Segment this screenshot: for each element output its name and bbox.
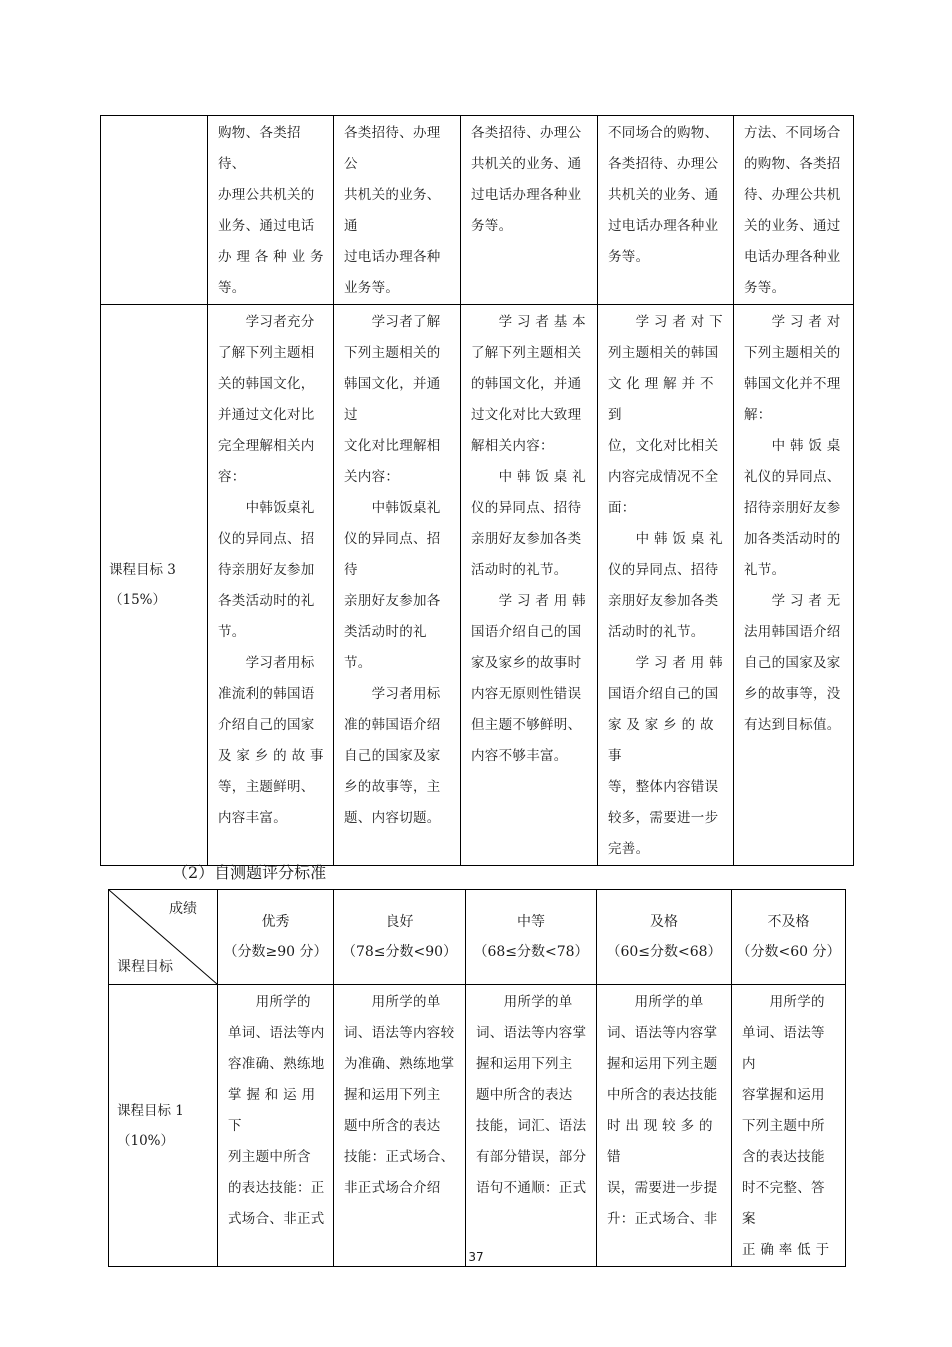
table-row bbox=[101, 116, 854, 305]
cell-text: 学 习 者 基 本 了解下列主题相关 的韩国文化，并通 过文化对比大致理 解相关内容： 中 韩 饭 桌 礼 仪的异同点、招待 亲朋好友参加各类 活动时的礼节。 学 习 者 用 韩 国语介绍自己的国 家及家乡的故事时 内容无原则性错误 但主题不够鲜明、 内容不够丰富。 bbox=[471, 314, 586, 764]
table-row bbox=[101, 305, 854, 866]
cell-text: 学习者充分 了解下列主题相 关的韩国文化， 并通过文化对比 完全理解相关内 容： 中韩饭桌礼 仪的异同点、招 待亲朋好友参加 各类活动时的礼 节。 学习者用标 准流利的韩国语 介绍自己的国家 及 家 乡 的 故 事 等，主题鲜明、 内容丰富。 bbox=[218, 314, 324, 826]
cell-excellent bbox=[208, 116, 334, 305]
cell-text: 用所学的 单词、语法等内 容掌握和运用 下列主题中所 含的表达技能 时不完整、答案 正 确 率 低 于 bbox=[742, 994, 830, 1258]
header-text: 不及格 （分数<60 分） bbox=[736, 914, 841, 960]
cell-text: 学 习 者 对 下列主题相关的 韩国文化并不理 解： 中 韩 饭 桌 礼仪的异同点、 招待亲朋好友参 加各类活动时的 礼节。 学 习 者 无 法用韩国语介绍 自己的国家及家 乡的故事等，没 有达到目标值。 bbox=[744, 314, 841, 733]
row-label-text: 课程目标 1 （10%） bbox=[117, 1102, 184, 1149]
row-label-text: 课程目标 3 （15%） bbox=[109, 562, 176, 608]
page-number: 37 bbox=[468, 1250, 484, 1264]
cell-text: 购物、各类招待、 办理公共机关的 业务、通过电话 办 理 各 种 业 务 等。 bbox=[218, 125, 324, 296]
row-label bbox=[101, 305, 208, 866]
cell-good bbox=[334, 985, 466, 1267]
header-pass bbox=[597, 890, 732, 985]
cell-text: 用所学的单 词、语法等内容掌 握和运用下列主 题中所含的表达 技能，词汇、语法 有部分错误，部分 语句不通顺：正式 bbox=[476, 994, 587, 1196]
row-label bbox=[101, 116, 208, 305]
corner-objective-label: 课程目标 bbox=[117, 959, 173, 975]
cell-text: 各类招待、办理公 共机关的业务、通 过电话办理各种 业务等。 bbox=[344, 125, 441, 296]
corner-header bbox=[109, 890, 218, 985]
header-text: 及格 （60≤分数<68） bbox=[606, 914, 722, 960]
grading-table-continued bbox=[100, 115, 854, 866]
cell-average bbox=[461, 116, 598, 305]
cell-text: 方法、不同场合 的购物、各类招 待、办理公共机 关的业务、通过 电话办理各种业 务等。 bbox=[744, 125, 841, 296]
header-fail bbox=[732, 890, 846, 985]
header-text: 优秀 （分数≥90 分） bbox=[223, 914, 328, 960]
corner-grade-label: 成绩 bbox=[169, 901, 197, 917]
cell-good bbox=[334, 116, 461, 305]
cell-good bbox=[334, 305, 461, 866]
cell-average bbox=[466, 985, 597, 1267]
table-row bbox=[109, 985, 846, 1267]
cell-text: 用所学的单 词、语法等内容掌 握和运用下列主题 中所含的表达技能 时 出 现 较 多 的 错 误，需要进一步提 升：正式场合、非 bbox=[607, 994, 718, 1227]
cell-pass bbox=[598, 305, 734, 866]
cell-text: 用所学的单 词、语法等内容较 为准确、熟练地掌 握和运用下列主 题中所含的表达 技能：正式场合、 非正式场合介绍 bbox=[344, 994, 455, 1196]
cell-pass bbox=[598, 116, 734, 305]
self-test-grading-table bbox=[108, 889, 846, 1267]
cell-fail bbox=[734, 116, 854, 305]
cell-excellent bbox=[218, 985, 334, 1267]
header-excellent bbox=[218, 890, 334, 985]
section-heading: （2）自测题评分标准 bbox=[172, 863, 327, 882]
header-average bbox=[466, 890, 597, 985]
cell-text: 不同场合的购物、 各类招待、办理公 共机关的业务、通 过电话办理各种业 务等。 bbox=[608, 125, 719, 265]
cell-excellent bbox=[208, 305, 334, 866]
header-text: 良好 （78≤分数<90） bbox=[341, 914, 458, 960]
cell-fail bbox=[732, 985, 846, 1267]
cell-average bbox=[461, 305, 598, 866]
cell-text: 学 习 者 对 下 列主题相关的韩国 文 化 理 解 并 不 到 位，文化对比相关 内容完成情况不全 面： 中 韩 饭 桌 礼 仪的异同点、招待 亲朋好友参加各类 活动时的礼节。 学 习 者 用 韩 国语介绍自己的国 家 及 家 乡 的 故 事 等，整体内容错误 较多，需要进一步 完善。 bbox=[608, 314, 723, 857]
table-header-row bbox=[109, 890, 846, 985]
cell-pass bbox=[597, 985, 732, 1267]
cell-text: 各类招待、办理公 共机关的业务、通 过电话办理各种业 务等。 bbox=[471, 125, 582, 234]
cell-text: 用所学的 单词、语法等内 容准确、熟练地 掌 握 和 运 用 下 列主题中所含 的表达技能：正 式场合、非正式 bbox=[228, 994, 325, 1227]
cell-fail bbox=[734, 305, 854, 866]
cell-text: 学习者了解 下列主题相关的 韩国文化，并通过 文化对比理解相 关内容： 中韩饭桌礼 仪的异同点、招待 亲朋好友参加各 类活动时的礼节。 学习者用标 准的韩国语介绍 自己的国家及家 乡的故事等，主 题、内容切题。 bbox=[344, 314, 441, 826]
header-text: 中等 （68≤分数<78） bbox=[473, 914, 589, 960]
header-good bbox=[334, 890, 466, 985]
row-label bbox=[109, 985, 218, 1267]
